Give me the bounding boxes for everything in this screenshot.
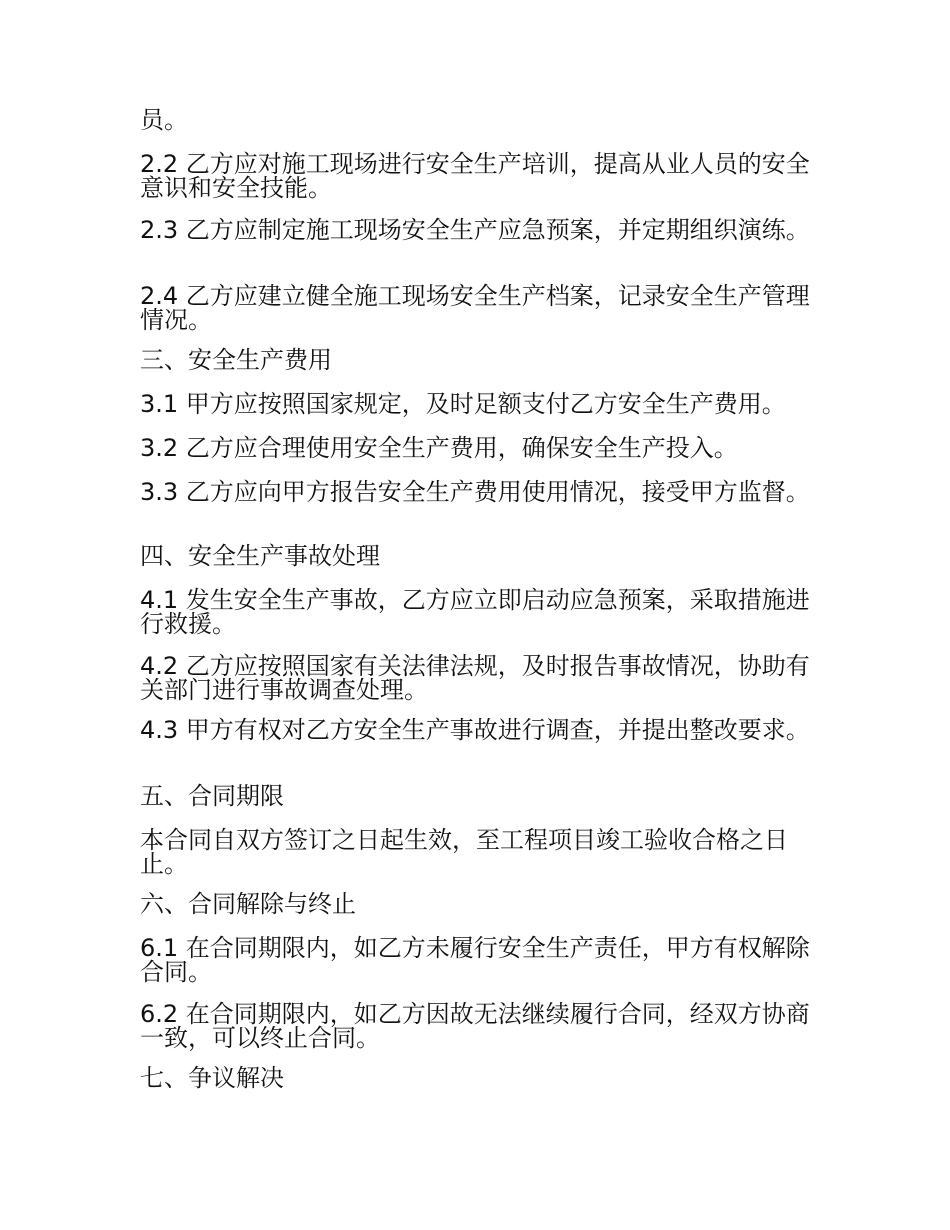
clause-2-2: 2.2 乙方应对施工现场进行安全生产培训，提高从业人员的安全意识和安全技能。 — [140, 150, 810, 202]
contract-term-text: 本合同自双方签订之日起生效，至工程项目竣工验收合格之日止。 — [140, 826, 788, 878]
clause-3-1: 3.1 甲方应按照国家规定，及时足额支付乙方安全生产费用。 — [140, 390, 786, 418]
section-heading-6: 六、合同解除与终止 — [140, 890, 356, 918]
clause-4-3: 4.3 甲方有权对乙方安全生产事故进行调查，并提出整改要求。 — [140, 716, 810, 744]
section-heading-5: 五、合同期限 — [140, 782, 284, 810]
clause-6-2: 6.2 在合同期限内，如乙方因故无法继续履行合同，经双方协商一致，可以终止合同。 — [140, 1000, 810, 1052]
clause-4-2: 4.2 乙方应按照国家有关法律法规，及时报告事故情况，协助有关部门进行事故调查处理。 — [140, 652, 810, 704]
clause-3-3: 3.3 乙方应向甲方报告安全生产费用使用情况，接受甲方监督。 — [140, 478, 810, 506]
clause-4-1: 4.1 发生安全生产事故，乙方应立即启动应急预案，采取措施进行救援。 — [140, 586, 810, 638]
section-heading-4: 四、安全生产事故处理 — [140, 542, 380, 570]
paragraph-continuation: 员。 — [140, 106, 188, 134]
clause-2-3: 2.3 乙方应制定施工现场安全生产应急预案，并定期组织演练。 — [140, 216, 810, 244]
clause-3-2: 3.2 乙方应合理使用安全生产费用，确保安全生产投入。 — [140, 434, 738, 462]
section-heading-7: 七、争议解决 — [140, 1064, 284, 1092]
clause-2-4: 2.4 乙方应建立健全施工现场安全生产档案，记录安全生产管理情况。 — [140, 282, 810, 334]
section-heading-3: 三、安全生产费用 — [140, 346, 332, 374]
clause-6-1: 6.1 在合同期限内，如乙方未履行安全生产责任，甲方有权解除合同。 — [140, 934, 810, 986]
